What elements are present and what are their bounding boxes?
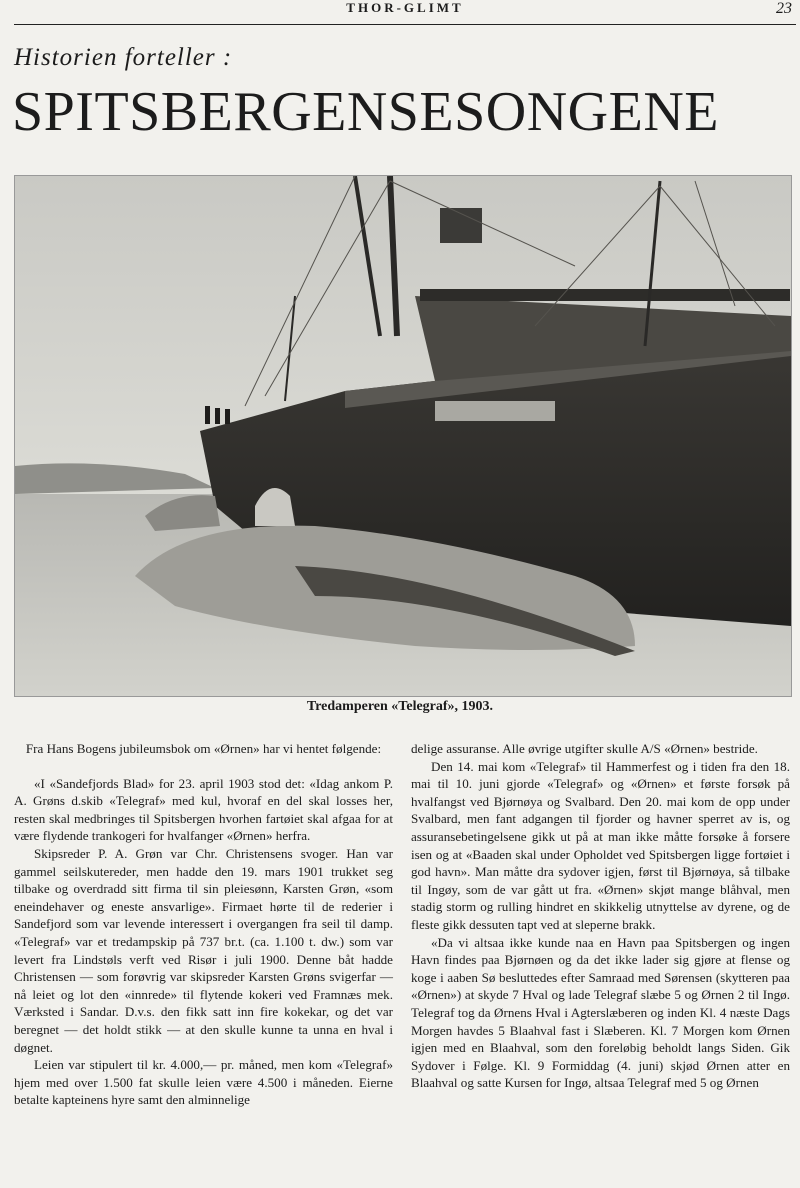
photo-illustration <box>15 176 791 696</box>
body-paragraph: Den 14. mai kom «Telegraf» til Hammerfest og i tiden fra den 18. mai til 10. juni gjorde «Telegraf» og «Ørnen» et første forsøk på hvalfangst ved Bjørnøya og Svalbard. Den 20. mai kom de opp under Svalbard, men fant adgangen til fjorder og havner sperret av is, og assuransebetingelsene gikk ut på at man ikke måtte forsøke å forsere isen og at «Baaden skal under Opholdet ved Spitsbergen ligge fortøiet i god havn». Man måtte dra sydover igjen, først til Bjørnøya, så tilbake til Ingøy, som de var gått ut fra. «Ørnen» skjøt mange blåhval, men stadig storm og rulling hindret en skikkelig utnyttelse av dyrene, og de fleste gikk dessuten tapt ved at sleperne brakk. <box>411 758 790 932</box>
article-column-left <box>14 740 393 1109</box>
article-title: SPITSBERGENSESONGENE <box>12 81 719 143</box>
body-paragraph: Leien var stipulert til kr. 4.000,— pr. måned, men kom «Telegraf» hjem med over 1.500 fat skulle leien være 4.500 i måneden. Eierne betalte kapteinens hyre samt den alminnelige <box>14 1057 393 1108</box>
body-paragraph: Skipsreder P. A. Grøn var Chr. Christensens svoger. Han var gammel seilskutereder, men hadde den 19. mars 1901 trukket seg tilbake og overdradd sitt firma til sin pleiesønn, Karsten Grøn, «som eneindehaver og eneste ansvarlige». Firmaet hørte til de rederier i Sandefjord som var levende interessert i overgangen fra seil til damp. «Telegraf» var et tredampskip på 737 br.t. (ca. 1.100 t. dw.) som var levert fra Lindstøls verft ved Risør i juli 1900. Denne båt hadde Christensen — som forøvrig var skipsreder Karsten Grøns svigerfar — nå leiet og lot den «innrede» til flytende kokeri ved Framnæs mek. Værksted i Sandar. D.v.s. den fikk satt inn fire kokekar, og det var beregnet — det holdt stikk — at den skulle kunne ta unna en hval i døgnet. <box>14 845 393 1055</box>
intro-paragraph: Fra Hans Bogens jubileumsbok om «Ørnen» har vi hentet følgende: <box>25 741 382 756</box>
body-paragraph: «I «Sandefjords Blad» for 23. april 1903 stod det: «Idag ankom P. A. Grøns d.skib «Telegraf» med kul, hvoraf en del skal losses her, resten skal medbringes til Spitsbergen hvorhen fartøiet skal afgaa for at være flydende trankogeri for hvalfanger «Ørnen» herfra. <box>14 775 393 844</box>
article-kicker: Historien forteller : <box>14 44 233 71</box>
body-paragraph: «Da vi altsaa ikke kunde naa en Havn paa Spitsbergen og ingen Havn findes paa Bjørnøen og da det ikke lader sig gjøre at flense og koge i aaben Sø besluttedes efter Samraad med Sørensen (skytteren paa «Ørnen») at skyde 7 Hval og lade Telegraf slæbe 5 og Ørnen 2 til Ingø. Telegraf tog da Ørnens Hval i Agterslæberen og inden Kl. 4 næste Dags Morgen havdes 5 Blaahval fast i Slæberen. Kl. 7 Morgen kom Ørnen igjen med en Blaahval, som den foreløbig beholdt langs Siden. Gik Sydover i Følge. Kl. 9 Formiddag (4. juni) skjød Ørnen atter en Blaahval og satte Kursen for Ingø, altsaa Telegraf med 5 og Ørnen <box>411 934 790 1091</box>
whaling-steamship-photo <box>14 175 792 697</box>
photo-caption: Tredamperen «Telegraf», 1903. <box>306 699 494 714</box>
article-column-right <box>411 740 790 1092</box>
running-title: THOR-GLIMT <box>346 0 464 15</box>
body-paragraph: delige assuranse. Alle øvrige utgifter skulle A/S «Ørnen» bestride. <box>411 741 758 756</box>
page-header <box>14 0 796 25</box>
page-number: 23 <box>776 0 792 17</box>
